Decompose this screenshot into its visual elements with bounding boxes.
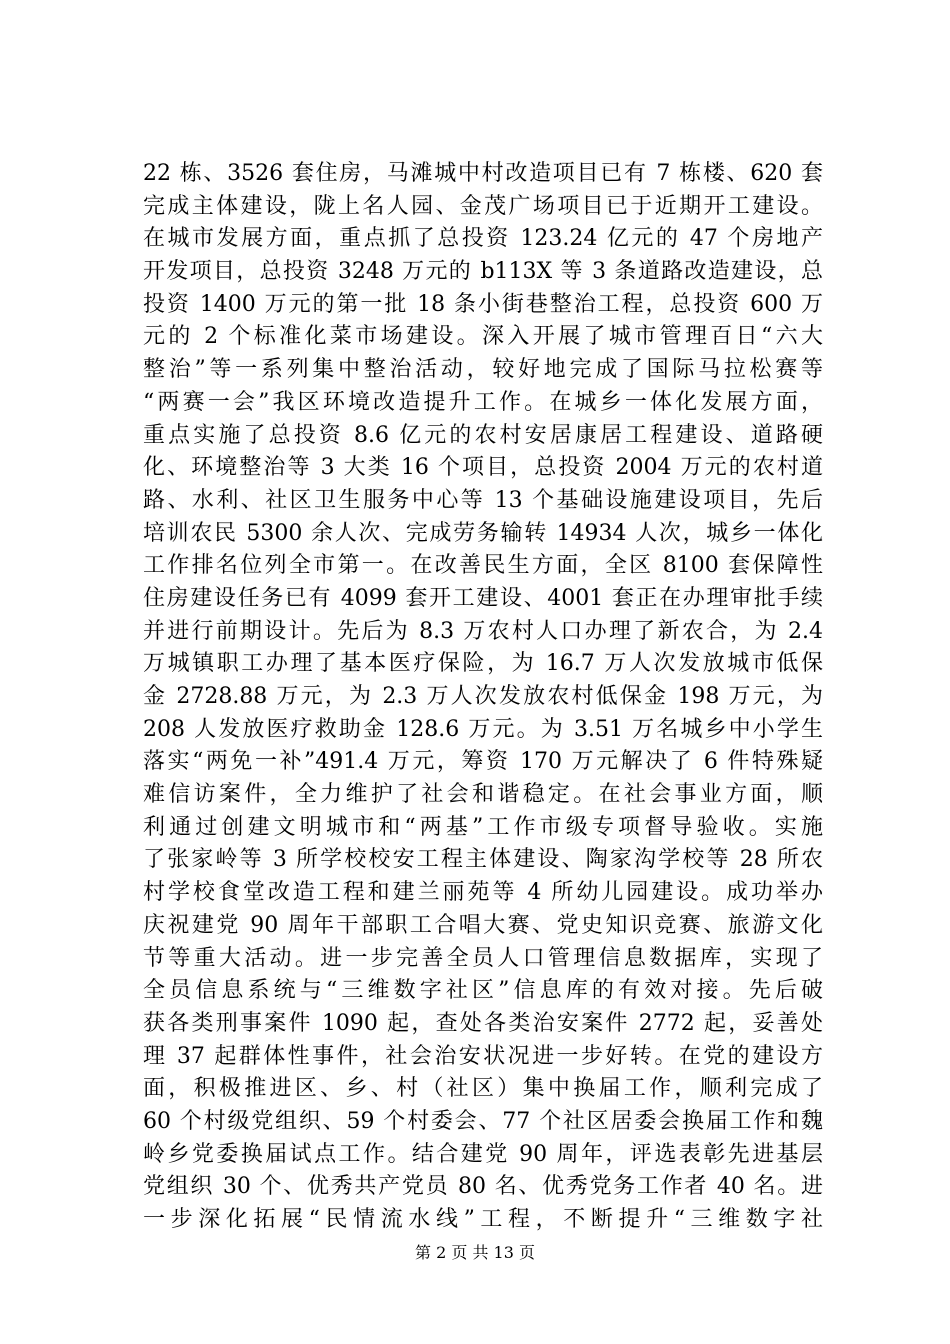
- text-line: 住房建设任务已有 4099 套开工建设、4001 套正在办理审批手续: [143, 585, 823, 611]
- text-line: 208 人发放医疗救助金 128.6 万元。为 3.51 万名城乡中小学生: [143, 716, 823, 742]
- text-line: 岭乡党委换届试点工作。结合建党 90 周年，评选表彰先进基层: [143, 1141, 823, 1167]
- text-line: 投资 1400 万元的第一批 18 条小街巷整治工程，总投资 600 万: [143, 291, 823, 317]
- text-line: 工作排名位列全市第一。在改善民生方面，全区 8100 套保障性: [143, 553, 823, 579]
- text-line: 难信访案件，全力维护了社会和谐稳定。在社会事业方面，顺: [143, 782, 823, 808]
- text-line: 节等重大活动。进一步完善全员人口管理信息数据库，实现了: [143, 945, 823, 971]
- text-line: 开发项目，总投资 3248 万元的 b113X 等 3 条道路改造建设，总: [143, 259, 823, 285]
- text-line: 22 栋、3526 套住房，马滩城中村改造项目已有 7 栋楼、620 套: [143, 161, 823, 186]
- text-line: 60 个村级党组织、59 个村委会、77 个社区居委会换届工作和魏: [143, 1108, 823, 1134]
- text-line: 培训农民 5300 余人次、完成劳务输转 14934 人次，城乡一体化: [143, 520, 823, 546]
- text-line: 一步深化拓展“民情流水线”工程，不断提升“三维数字社: [143, 1207, 823, 1232]
- text-line: 面，积极推进区、乡、村（社区）集中换届工作，顺利完成了: [143, 1076, 823, 1102]
- text-line: 重点实施了总投资 8.6 亿元的农村安居康居工程建设、道路硬: [143, 422, 823, 448]
- text-line: 落实“两免一补”491.4 万元，筹资 170 万元解决了 6 件特殊疑: [143, 749, 823, 775]
- text-line: 庆祝建党 90 周年干部职工合唱大赛、党史知识竞赛、旅游文化: [143, 912, 823, 938]
- text-line: 金 2728.88 万元，为 2.3 万人次发放农村低保金 198 万元，为: [143, 684, 823, 709]
- body-text: [143, 158, 823, 1237]
- text-line: 利通过创建文明城市和“两基”工作市级专项督导验收。实施: [143, 814, 823, 840]
- text-line: 并进行前期设计。先后为 8.3 万农村人口办理了新农合，为 2.4: [143, 618, 823, 644]
- text-line: 村学校食堂改造工程和建兰丽苑等 4 所幼儿园建设。成功举办: [143, 880, 823, 906]
- text-line: 化、环境整治等 3 大类 16 个项目，总投资 2004 万元的农村道: [143, 455, 823, 481]
- text-line: 党组织 30 个、优秀共产党员 80 名、优秀党务工作者 40 名。进: [143, 1174, 823, 1200]
- text-line: 在城市发展方面，重点抓了总投资 123.24 亿元的 47 个房地产: [143, 226, 823, 252]
- text-line: 完成主体建设，陇上名人园、金茂广场项目已于近期开工建设。: [143, 193, 823, 219]
- text-line: 全员信息系统与“三维数字社区”信息库的有效对接。先后破: [143, 978, 823, 1004]
- text-line: 路、水利、社区卫生服务中心等 13 个基础设施建设项目，先后: [143, 487, 823, 513]
- page-footer: 第 2 页 共 13 页: [415, 1243, 535, 1262]
- text-line: “两赛一会”我区环境改造提升工作。在城乡一体化发展方面，: [143, 389, 823, 415]
- text-line: 万城镇职工办理了基本医疗保险，为 16.7 万人次发放城市低保: [143, 651, 823, 677]
- text-line: 理 37 起群体性事件，社会治安状况进一步好转。在党的建设方: [143, 1043, 823, 1069]
- text-line: 整治”等一系列集中整治活动，较好地完成了国际马拉松赛等: [143, 357, 823, 383]
- text-line: 获各类刑事案件 1090 起，查处各类治安案件 2772 起，妥善处: [143, 1010, 823, 1036]
- text-line: 了张家岭等 3 所学校校安工程主体建设、陶家沟学校等 28 所农: [143, 847, 823, 873]
- text-line: 元的 2 个标准化菜市场建设。深入开展了城市管理百日“六大: [143, 324, 823, 350]
